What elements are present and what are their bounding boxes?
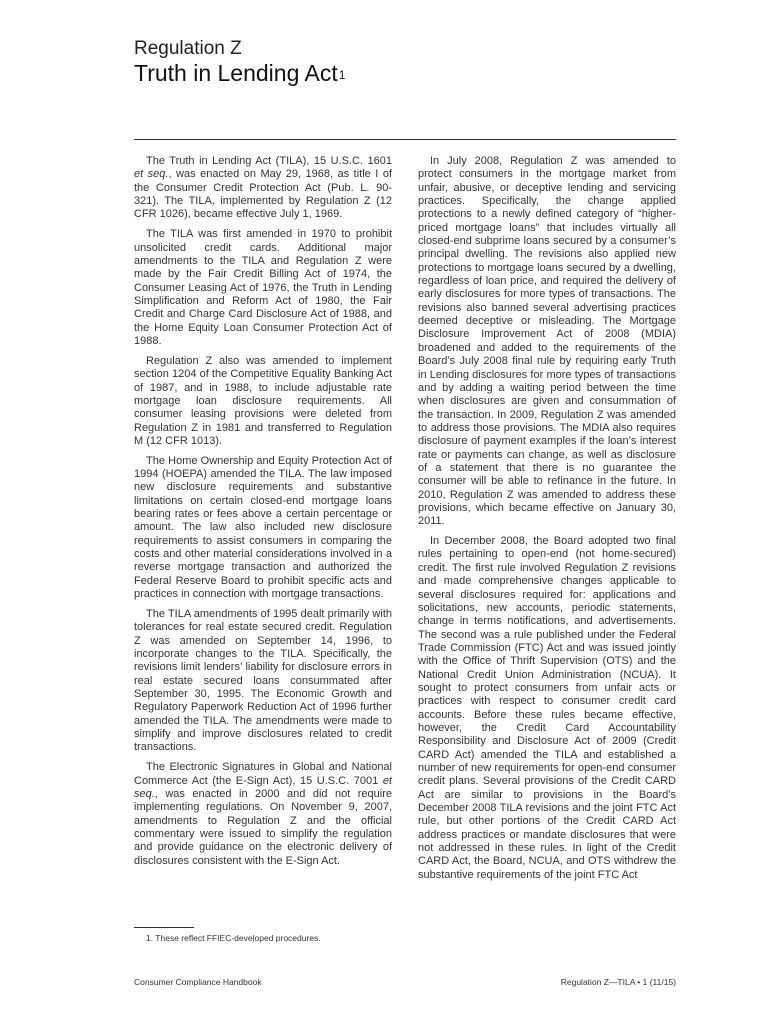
paragraph [134,155,392,222]
footer-page-number: Regulation Z—TILA • 1 (11/15) [560,977,676,987]
italic-citation: et seq. [134,774,392,800]
paragraph-text: , was enacted in 2000 and did not require implementing regulations. On November 9, 2007, amendments to Regulation Z and the official commentary were issued to simplify the regulation and provide guidance on the electronic delivery of disclosures consistent with the E-Sign Act. [134,787,392,867]
paragraph-text: The TILA was first amended in 1970 to prohibit unsolicited credit cards. Additional major amendments to the TILA and Regulation Z were made by the Fair Credit Billing Act of 1974, the Consumer Leasing Act of 1976, the Truth in Lending Simplification and Reform Act of 1980, the Fair Credit and Charge Card Disclosure Act of 1988, and the Home Equity Loan Consumer Protection Act of 1988. [134,228,392,347]
paragraph [134,608,392,755]
page-title-text: Truth in Lending Act [134,60,338,86]
paragraph-text: The Electronic Signatures in Global and National Commerce Act (the E-Sign Act), 15 U.S.C. 7001 [134,761,392,787]
paragraph-text: , was enacted on May 29, 1968, as title I of the Consumer Credit Protection Act (Pub. L. 90-321). The TILA, implemented by Regulation Z (12 CFR 1026), became effective July 1, 1969. [134,168,392,221]
left-column [134,155,392,875]
regulation-subtitle: Regulation Z [134,38,242,59]
paragraph-text: In December 2008, the Board adopted two final rules pertaining to open-end (not home-secured) credit. The first rule involved Regulation Z revisions and made comprehensive changes applicable to several disclosures required for: applications and solicitations, new accounts, periodic statements, change in terms notifications, and advertisements. The second was a rule published under the Federal Trade Commission (FTC) Act and was issued jointly with the Office of Thrift Supervision (OTS) and the National Credit Union Administration (NCUA). It sought to protect consumers from unfair acts or practices with respect to consumer credit card accounts. Before these rules became effective, however, the Credit Card Accountability Responsibility and Disclosure Act of 2009 (Credit CARD Act) amended the TILA and established a number of new requirements for open-end consumer credit plans. Several provisions of the Credit CARD Act are similar to provisions in the Board’s December 2008 TILA revisions and the joint FTC Act rule, but other portions of the Credit CARD Act address practices or mandate disclosures that were not addressed in these rules. In light of the Credit CARD Act, the Board, NCUA, and OTS withdrew the substantive requirements of the joint FTC Act [418,535,676,881]
paragraph [134,228,392,348]
footnote: 1. These reflect FFIEC-developed procedures. [146,933,321,943]
footer-handbook-title: Consumer Compliance Handbook [134,977,262,987]
paragraph-text: Regulation Z also was amended to implement section 1204 of the Competitive Equality Banking Act of 1987, and in 1988, to include adjustable rate mortgage loan disclosure requirements. All consumer leasing provisions were deleted from Regulation Z in 1981 and transferred to Regulation M (12 CFR 1013). [134,354,392,447]
paragraph-text: The Home Ownership and Equity Protection Act of 1994 (HOEPA) amended the TILA. The law imposed new disclosure requirements and substantive limitations on certain closed-end mortgage loans bearing rates or fees above a certain percentage or amount. The law also included new disclosure requirements to assist consumers in comparing the costs and other material considerations involved in a reverse mortgage transaction and authorized the Federal Reserve Board to prohibit specific acts and practices in connection with mortgage transactions. [134,454,392,601]
title-footnote-mark: 1 [338,68,346,82]
header-rule [134,139,676,140]
footnote-rule [134,927,194,928]
paragraph [418,535,676,882]
page-title [134,60,345,86]
paragraph-text: The TILA amendments of 1995 dealt primarily with tolerances for real estate secured credit. Regulation Z was amended on September 14, 1996, to incorporate changes to the TILA. Specifically, the revisions limit lenders’ liability for disclosure errors in real estate secured loans consummated after September 30, 1995. The Economic Growth and Regulatory Paperwork Reduction Act of 1996 further amended the TILA. The amendments were made to simplify and improve disclosures related to credit transactions. [134,608,392,754]
paragraph [134,355,392,448]
paragraph [134,761,392,868]
right-column [418,155,676,889]
paragraph-text: The Truth in Lending Act (TILA), 15 U.S.C. 1601 [146,155,392,167]
paragraph [418,155,676,529]
paragraph-text: In July 2008, Regulation Z was amended to protect consumers in the mortgage market from unfair, abusive, or deceptive lending and servicing practices. Specifically, the change applied protections to a newly defined category of “higher-priced mortgage loans” that includes virtually all closed-end subprime loans secured by a consumer’s principal dwelling. The revisions also applied new protections to mortgage loans secured by a dwelling, regardless of loan price, and required the delivery of early disclosures for more types of transactions. The revisions also banned several advertising practices deemed deceptive or misleading. The Mortgage Disclosure Improvement Act of 2008 (MDIA) broadened and added to the requirements of the Board’s July 2008 final rule by requiring early Truth in Lending disclosures for more types of transactions and by adding a waiting period between the time when disclosures are given and consummation of the transaction. In 2009, Regulation Z was amended to address those provisions. The MDIA also requires disclosure of payment examples if the loan’s interest rate or payments can change, as well as disclosure of a statement that there is no guarantee the consumer will be able to refinance in the future. In 2010, Regulation Z was amended to address these provisions, which became effective on January 30, 2011. [418,155,676,528]
paragraph [134,455,392,602]
page-header [134,38,345,86]
italic-citation: et seq. [134,168,169,181]
